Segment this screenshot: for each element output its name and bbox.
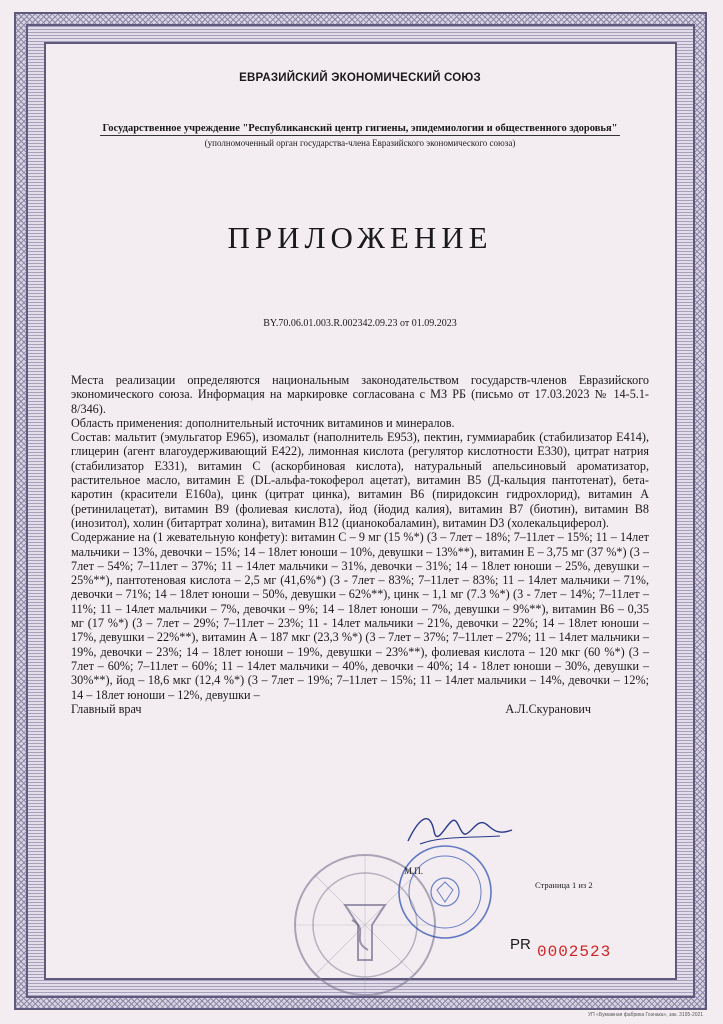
paragraph-scope: Область применения: дополнительный источник витаминов и минералов. [71,415,455,430]
organization-note: (уполномоченный орган государства-члена Евразийского экономического союза) [204,138,516,148]
signature-role: Главный врач [71,701,142,716]
registration-number: BY.70.06.01.003.R.002342.09.23 от 01.09.2023 [263,318,457,329]
signature-line [71,702,649,716]
page-number: Страница 1 из 2 [535,880,593,890]
document-body [71,373,649,716]
organization-name: Государственное учреждение "Республиканский центр гигиены, эпидемиологии и общественного здоровья" [102,123,618,134]
signature-name: А.Л.Скуранович [505,701,591,716]
union-heading: ЕВРАЗИЙСКИЙ ЭКОНОМИЧЕСКИЙ СОЮЗ [239,72,481,84]
paragraph-composition: Состав: мальтит (эмульгатор Е965), изомальт (наполнитель Е953), пектин, гуммиарабик (стабилизатор Е414), глицерин (агент влагоудерживающий Е422), лимонная кислота (регулятор кислотности Е330), цитрат натрия (стабилизатор Е331), витамин С (аскорбиновая кислота), натуральный апельсиновый ароматизатор, растительное масло, витамин Е (DL-альфа-токоферол ацетат), витамин В5 (Д-кальция пантотенат), бета-каротин (красители Е160а), цинк (цитрат цинка), витамин В6 (пиридоксин гидрохлорид), витамин А (ретинилацетат), витамин В9 (фолиевая кислота), йод (йодид калия), витамин В7 (биотин), витамин В8 (инозитол), холин (битартрат холина), витамин В12 (цианокобаламин), витамин D3 (холекальциферол). [71,430,649,530]
serial-number: 0002523 [537,943,612,961]
official-seal [395,842,495,942]
printer-note: УП «Бумажная фабрика Гознака», зак. 3195-2021 [588,1012,704,1018]
serial-prefix: PR [510,936,531,953]
organization-underline [100,135,620,136]
paragraph-content: Содержание на (1 жевательную конфету): витамин С – 9 мг (15 %*) (3 – 7лет – 18%; 7–11лет – 15%; 11 – 14лет мальчики – 13%, девочки – 15%; 14 – 18лет юноши – 10%, девушки – 13%**), витамин Е – 3,75 мг (37 %*) (3 – 7лет – 54%; 7–11лет – 37%; 11 – 14лет мальчики – 31%, девочки – 31%; 14 – 18лет юноши – 25%, девушки – 25%**), пантотеновая кислота – 2,5 мг (41,6%*) (3 - 7лет – 83%; 7–11лет – 83%; 11 – 14лет мальчики – 71%, девочки – 71%; 14 – 18лет юноши – 50%, девушки – 62%**), цинк – 1,1 мг (7.3 %*) (3 - 7лет – 14%; 7–11лет – 11%; 11 – 14лет мальчики – 7%, девочки – 9%; 14 – 18лет юноши – 7%, девушки – 9%**), витамин В6 – 0,35 мг (17 %*) (3 – 7лет – 29%; 7–11лет – 23%; 11 - 14лет мальчики – 21%, девочки – 22%; 14 – 18лет юноши – 17%, девушки – 22%**), витамин А – 187 мкг (23,3 %*) (3 – 7лет – 37%; 7–11лет – 27%; 11 – 14лет мальчики – 19%, девочки – 23%; 14 – 18лет юноши – 19%, девушки – 23%**), фолиевая кислота – 120 мкг (60 %*) (3 – 7лет – 60%; 7–11лет – 60%; 11 – 14лет мальчики – 40%, девочки – 40%; 14 - 18лет юноши – 30%, девушки – 30%**), йод – 18,6 мкг (12,4 %*) (3 – 7лет – 19%; 7–11лет – 15%; 11 – 14лет мальчики – 14%, девочки – 12%; 14 – 18лет юноши – 12%, девушки – [71,530,649,702]
page-title: ПРИЛОЖЕНИЕ [227,220,493,255]
paragraph-places: Места реализации определяются национальным законодательством государств-членов Евразийского экономического союза. Информация на маркировке согласована с МЗ РБ (письмо от 17.03.2023 № 14-5.1-8/346). [71,373,649,416]
document-content [71,60,649,716]
seal-label: М.П. [404,866,424,876]
